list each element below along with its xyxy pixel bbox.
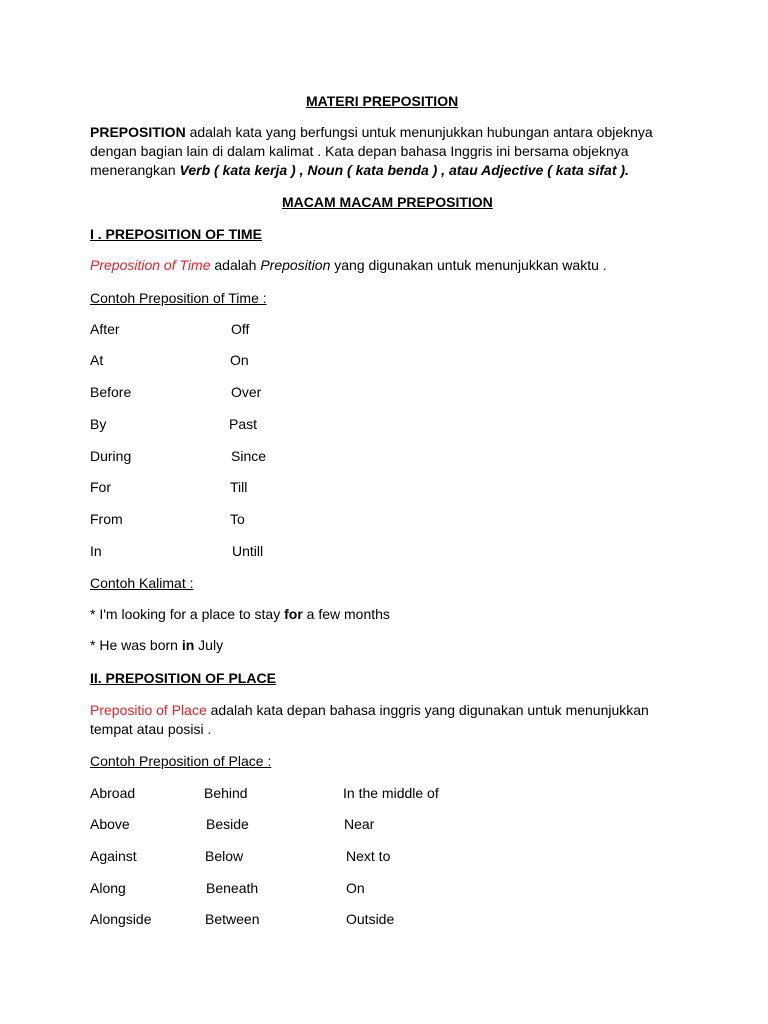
place-def-line-2: tempat atau posisi . <box>90 721 212 737</box>
place-word: Next to <box>346 848 391 864</box>
sentence-start: * I'm looking for a place to stay <box>90 606 285 622</box>
place-definition <box>90 701 680 739</box>
place-word: In the middle of <box>343 785 439 801</box>
time-def-end: yang digunakan untuk menunjukkan waktu . <box>330 257 607 273</box>
time-heading: I . PREPOSITION OF TIME <box>90 226 262 242</box>
time-word: During <box>90 448 132 464</box>
sentence-end: July <box>194 637 224 653</box>
place-term: Prepositio of Place <box>90 702 207 718</box>
time-word: Off <box>231 321 250 337</box>
place-def-rest: adalah kata depan bahasa inggris yang digunakan untuk menunjukkan <box>206 702 649 718</box>
sentence-start: * He was born <box>90 637 182 653</box>
intro-line-3: menerangkan <box>90 162 180 178</box>
place-word: Against <box>90 848 137 864</box>
place-heading: II. PREPOSITION OF PLACE <box>90 670 276 686</box>
time-examples-label: Contoh Preposition of Time : <box>90 290 267 306</box>
time-word: In <box>90 543 102 559</box>
time-word: Past <box>229 416 258 432</box>
time-definition <box>90 256 607 274</box>
time-word: Till <box>230 479 248 495</box>
place-examples-label: Contoh Preposition of Place : <box>90 753 272 769</box>
place-word: Along <box>90 880 126 896</box>
intro-parts-of-speech: Verb ( kata kerja ) , Noun ( kata benda ) , atau Adjective ( kata sifat ). <box>179 162 629 178</box>
example-sentence <box>90 605 390 623</box>
time-word: Before <box>90 384 132 400</box>
sentence-preposition: for <box>284 606 303 622</box>
time-word: For <box>90 479 111 495</box>
time-word: At <box>90 352 104 368</box>
place-word: Abroad <box>90 785 136 801</box>
time-word: Since <box>231 448 267 464</box>
place-word: Between <box>205 911 260 927</box>
time-word: Untill <box>232 543 264 559</box>
sentence-end: a few months <box>302 606 390 622</box>
time-word: To <box>230 511 245 527</box>
intro-term: PREPOSITION <box>90 124 186 140</box>
time-word: Over <box>231 384 262 400</box>
time-word: On <box>230 352 249 368</box>
example-sentence <box>90 636 223 654</box>
time-term: Preposition of Time <box>90 257 211 273</box>
place-word: Below <box>205 848 244 864</box>
time-word: After <box>90 321 120 337</box>
page-title: MATERI PREPOSITION <box>306 93 459 109</box>
place-word: Above <box>90 816 130 832</box>
place-word: Alongside <box>90 911 152 927</box>
place-word: Outside <box>346 911 395 927</box>
intro-line-2: dengan bagian lain di dalam kalimat . Kata depan bahasa Inggris ini bersama objeknya <box>90 143 629 159</box>
time-word: From <box>90 511 123 527</box>
sentence-preposition: in <box>181 637 195 653</box>
place-word: Beside <box>206 816 249 832</box>
place-word: Beneath <box>206 880 259 896</box>
intro-paragraph <box>90 123 680 180</box>
section-subtitle: MACAM MACAM PREPOSITION <box>282 194 493 210</box>
time-def-mid: adalah <box>210 257 261 273</box>
place-word: Near <box>344 816 375 832</box>
place-word: Behind <box>204 785 248 801</box>
time-def-italic: Preposition <box>260 257 331 273</box>
time-word: By <box>90 416 107 432</box>
sentences-label: Contoh Kalimat : <box>90 575 194 591</box>
intro-text: adalah kata yang berfungsi untuk menunjukkan hubungan antara objeknya <box>185 124 653 140</box>
place-word: On <box>346 880 365 896</box>
